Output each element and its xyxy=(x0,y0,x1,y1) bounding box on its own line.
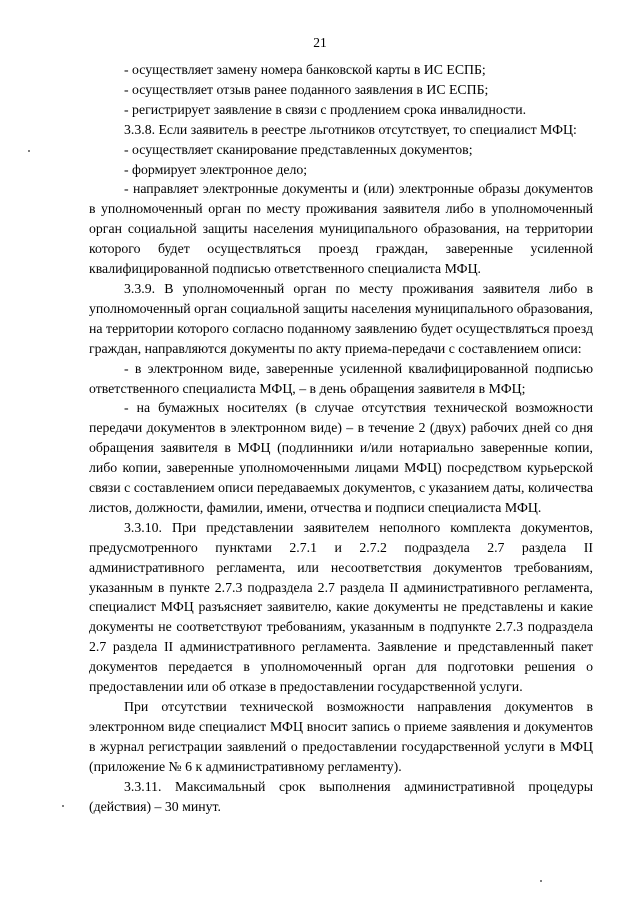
scan-speck xyxy=(540,880,542,882)
paragraph-bullet: - формирует электронное дело; xyxy=(124,161,308,177)
paragraph-note: При отсутствии технической возможности направления документов в электронном виде специалист МФЦ вносит запись о приеме заявления и документов в журнал регистрации заявлений о предоставлении государственной услуги в МФЦ (приложение № 6 к административному регламенту). xyxy=(89,699,593,774)
paragraph-bullet: - осуществляет отзыв ранее поданного заявления в ИС ЕСПБ; xyxy=(124,81,489,97)
paragraph-bullet: - направляет электронные документы и (или) электронные образы документов в уполномоченный орган по месту проживания заявителя либо в уполномоченный орган социальной защиты населения муниципального образования, на территории которого будет осуществляться проезд граждан, заверенные усиленной квалифицированной подписью ответственного специалиста МФЦ. xyxy=(89,181,593,277)
document-body xyxy=(89,60,593,816)
paragraph-section-3-3-10: 3.3.10. При представлении заявителем неполного комплекта документов, предусмотренного пунктами 2.7.1 и 2.7.2 подраздела 2.7 раздела II административного регламента, или несоответствия документов требованиям, указанным в пункте 2.7.3 подраздела 2.7 раздела II административного регламента, специалист МФЦ разъясняет заявителю, какие документы не представлены и какие документы не соответствуют требованиям, указанным в подпункте 2.7.3 подраздела 2.7 раздела II административного регламента. Заявление и представленный пакет документов передается в уполномоченный орган для подготовки решения о предоставлении или об отказе в предоставлении государственной услуги. xyxy=(89,519,593,695)
paragraph-bullet: - регистрирует заявление в связи с продлением срока инвалидности. xyxy=(124,101,527,117)
paragraph-bullet: - в электронном виде, заверенные усиленной квалифицированной подписью ответственного специалиста МФЦ, – в день обращения заявителя в МФЦ; xyxy=(89,360,593,396)
paragraph-section-3-3-8: 3.3.8. Если заявитель в реестре льготников отсутствует, то специалист МФЦ: xyxy=(124,121,577,137)
paragraph-bullet: - осуществляет сканирование представленных документов; xyxy=(124,141,473,157)
scan-speck xyxy=(28,150,30,152)
paragraph-bullet: - осуществляет замену номера банковской карты в ИС ЕСПБ; xyxy=(124,62,486,77)
paragraph-bullet: - на бумажных носителях (в случае отсутствия технической возможности передачи документов в электронном виде) – в течение 2 (двух) рабочих дней со дня обращения заявителя в МФЦ (подлинники и/или нотариально заверенные копии, либо копии, заверенные уполномоченными лицами МФЦ) посредством курьерской связи с составлением описи передаваемых документов, с указанием даты, количества листов, должности, фамилии, имени, отчества и подписи специалиста МФЦ. xyxy=(89,400,593,515)
paragraph-section-3-3-11: 3.3.11. Максимальный срок выполнения административной процедуры (действия) – 30 минут. xyxy=(89,778,593,814)
page-number: 21 xyxy=(313,35,327,50)
paragraph-section-3-3-9: 3.3.9. В уполномоченный орган по месту проживания заявителя либо в уполномоченный орган социальной защиты населения муниципального образования, на территории которого согласно поданному заявлению будет осуществляться проезд граждан, направляются документы по акту приема-передачи с составлением описи: xyxy=(89,280,593,356)
scan-speck xyxy=(62,805,64,807)
